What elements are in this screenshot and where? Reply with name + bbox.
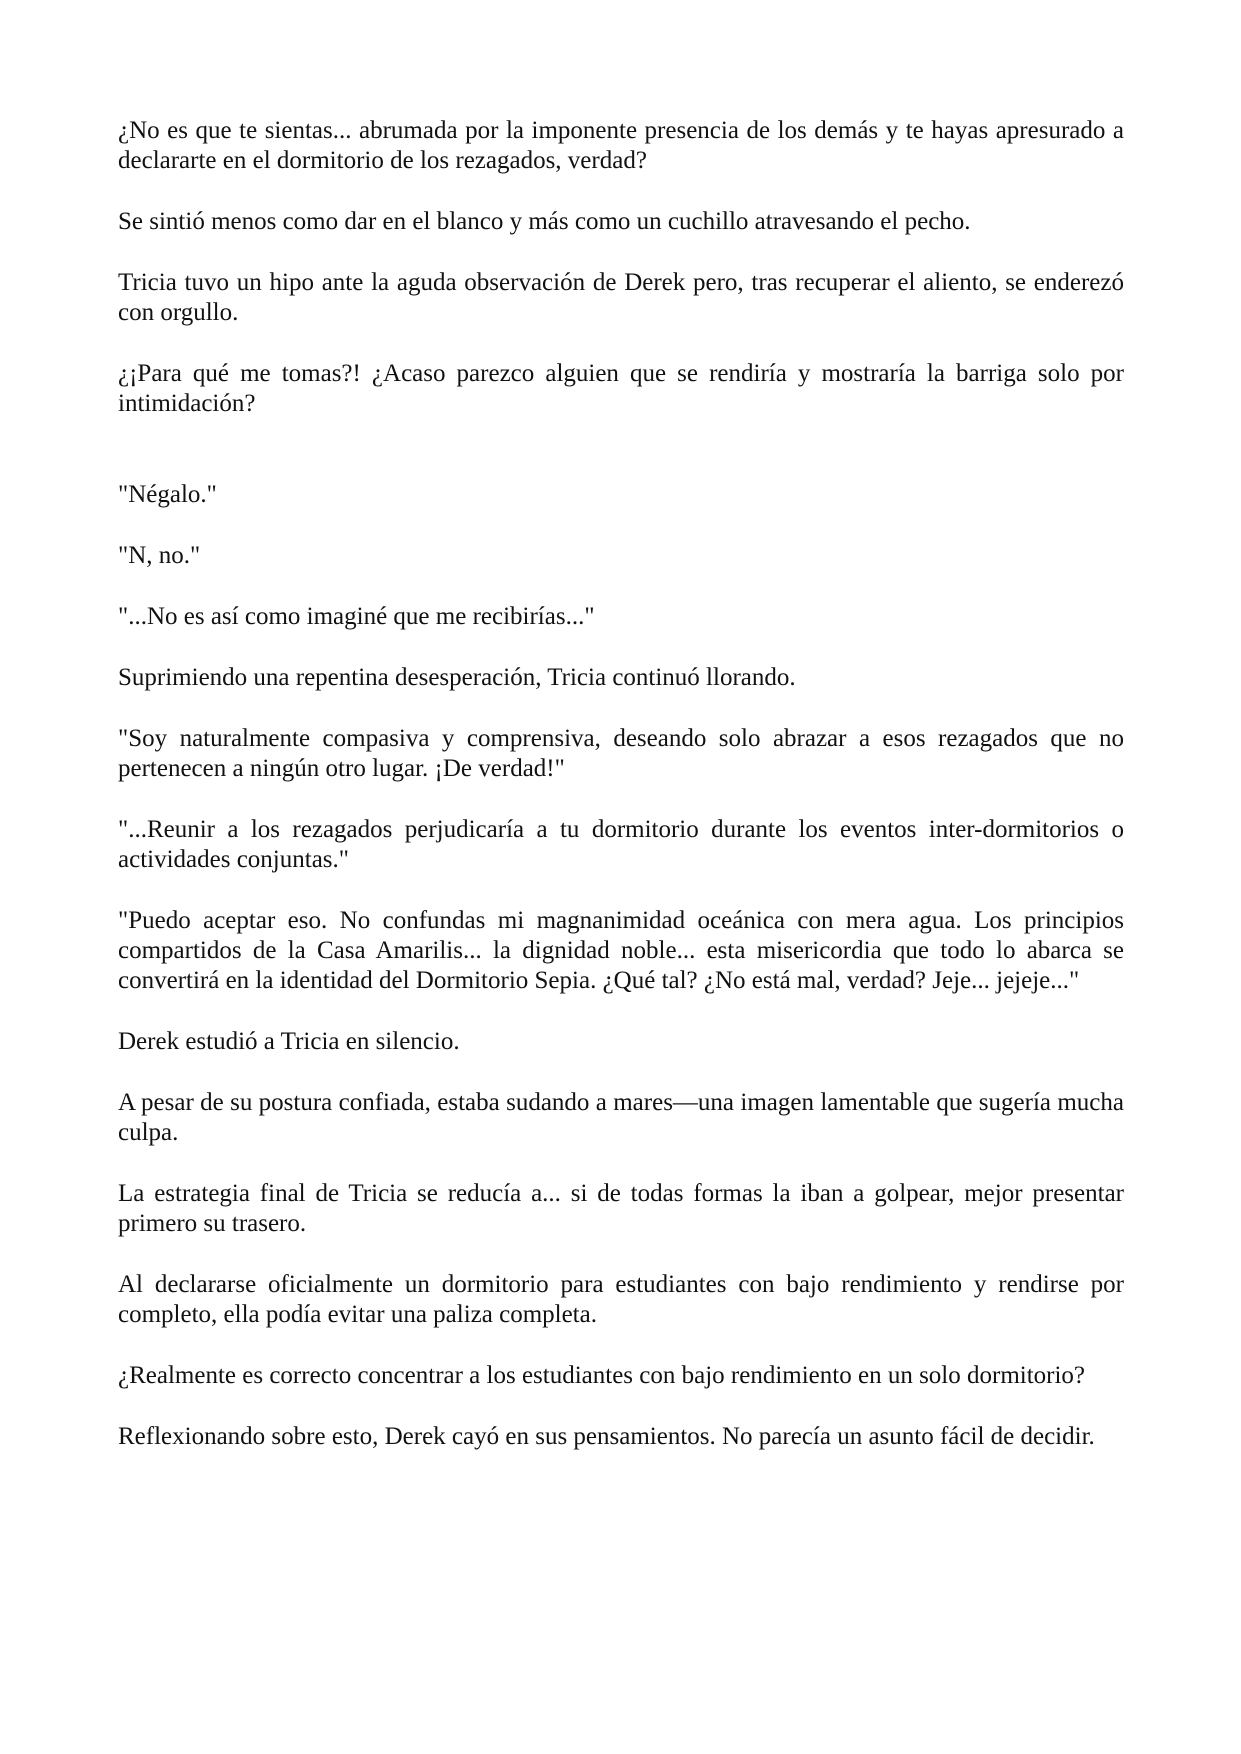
paragraph: La estrategia final de Tricia se reducía a... si de todas formas la iban a golpear, mejor presentar primero su trasero. — [118, 1180, 1124, 1237]
paragraph: Al declararse oficialmente un dormitorio para estudiantes con bajo rendimiento y rendirse por completo, ella podía evitar una paliza completa. — [118, 1271, 1124, 1328]
dialogue-line: "...Reunir a los rezagados perjudicaría a tu dormitorio durante los eventos inter-dormitorios o actividades conjuntas." — [118, 816, 1124, 873]
paragraph: Se sintió menos como dar en el blanco y más como un cuchillo atravesando el pecho. — [118, 208, 971, 235]
body-text — [118, 116, 1124, 1452]
dialogue-line: "Soy naturalmente compasiva y comprensiva, deseando solo abrazar a esos rezagados que no pertenecen a ningún otro lugar. ¡De verdad!" — [118, 725, 1124, 782]
paragraph: Suprimiendo una repentina desesperación, Tricia continuó llorando. — [118, 664, 796, 691]
paragraph: A pesar de su postura confiada, estaba sudando a mares—una imagen lamentable que sugería mucha culpa. — [118, 1089, 1124, 1146]
paragraph: ¿No es que te sientas... abrumada por la imponente presencia de los demás y te hayas apresurado a declararte en el dormitorio de los rezagados, verdad? — [118, 117, 1124, 174]
dialogue-line: "...No es así como imaginé que me recibirías..." — [118, 603, 595, 630]
paragraph: ¿Realmente es correcto concentrar a los estudiantes con bajo rendimiento en un solo dormitorio? — [118, 1362, 1086, 1389]
dialogue-line: "Puedo aceptar eso. No confundas mi magnanimidad oceánica con mera agua. Los principios compartidos de la Casa Amarilis... la dignidad noble... esta misericordia que todo lo abarca se convertirá en la identidad del Dormitorio Sepia. ¿Qué tal? ¿No está mal, verdad? Jeje... jejeje..." — [118, 907, 1124, 994]
dialogue-line: "N, no." — [118, 542, 201, 569]
paragraph: ¿¡Para qué me tomas?! ¿Acaso parezco alguien que se rendiría y mostraría la barriga solo por intimidación? — [118, 360, 1124, 417]
paragraph: Reflexionando sobre esto, Derek cayó en sus pensamientos. No parecía un asunto fácil de decidir. — [118, 1423, 1095, 1450]
dialogue-line: "Négalo." — [118, 481, 217, 508]
paragraph: Tricia tuvo un hipo ante la aguda observación de Derek pero, tras recuperar el aliento, se enderezó con orgullo. — [118, 269, 1124, 326]
paragraph: Derek estudió a Tricia en silencio. — [118, 1028, 460, 1055]
